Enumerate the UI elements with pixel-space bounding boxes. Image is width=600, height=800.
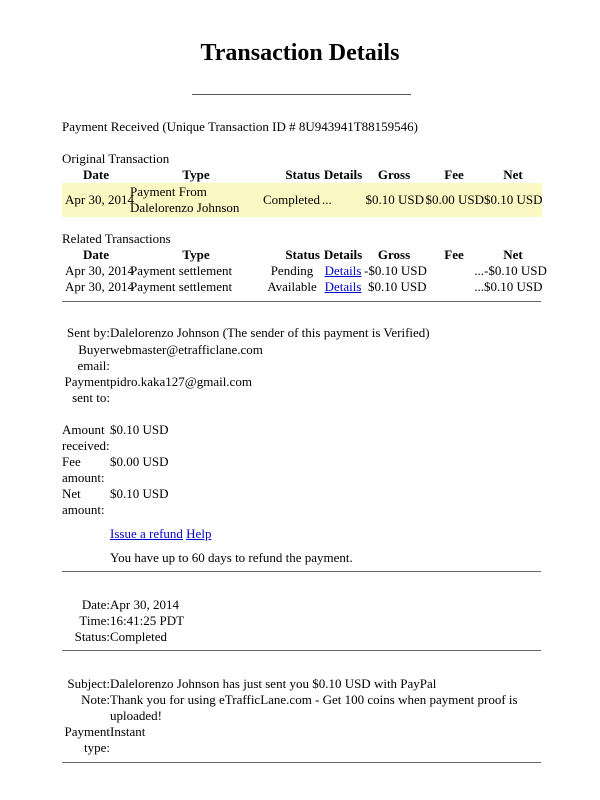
section-divider [62, 301, 541, 302]
col-header-net: Net [503, 167, 523, 182]
col-header-date: Date [83, 247, 109, 262]
buyer-email-value: webmaster@etrafficlane.com [110, 342, 263, 357]
note-value-line1: Thank you for using eTrafficLane.com - Get 100 coins when payment proof is [110, 692, 518, 707]
cell-date: Apr 30, 2014 [62, 183, 130, 217]
status-label: Status: [74, 629, 110, 644]
related-transactions-heading: Related Transactions [62, 231, 171, 246]
issue-refund-link[interactable]: Issue a refund [110, 526, 183, 541]
date-label: Date: [81, 597, 110, 612]
related-transactions-table [62, 247, 547, 295]
table-header-row [62, 167, 542, 183]
subject-label: Subject: [67, 676, 110, 691]
original-transaction-table [62, 167, 542, 217]
original-transaction-heading: Original Transaction [62, 151, 170, 166]
table-row [62, 279, 542, 295]
subject-value: Dalelorenzo Johnson has just sent you $0.10 USD with PayPal [110, 676, 437, 691]
help-link[interactable]: Help [186, 526, 212, 541]
fee-amount-value: $0.00 USD [110, 454, 169, 469]
payment-sent-to-label-line2: sent to: [72, 390, 110, 405]
transaction-summary: Payment Received (Unique Transaction ID # 8U943941T88159546) [62, 119, 419, 134]
payment-type-label-line1: Payment [64, 724, 110, 739]
col-header-details: Details [323, 167, 363, 182]
section-divider [62, 571, 541, 572]
date-value: Apr 30, 2014 [110, 597, 179, 612]
cell-details: ... [322, 183, 364, 217]
cell-type-line2: Dalelorenzo Johnson [130, 200, 240, 215]
details-link[interactable]: Details [324, 263, 362, 278]
table-row [62, 263, 542, 279]
cell-date: Apr 30, 2014 [65, 263, 134, 278]
buyer-email-label-line1: Buyer [78, 342, 110, 357]
buyer-email-label [62, 342, 110, 374]
payment-sent-to-value: pidro.kaka127@gmail.com [110, 374, 252, 389]
time-label: Time: [79, 613, 110, 628]
section-divider [62, 650, 541, 651]
payment-sent-to-label [62, 374, 110, 406]
payment-type-label [62, 724, 110, 756]
cell-date: Apr 30, 2014 [65, 279, 134, 294]
cell-details [322, 279, 364, 295]
cell-status: Pending [270, 263, 314, 278]
cell-fee: ... [474, 279, 484, 294]
col-header-type: Type [182, 247, 210, 262]
note-value [110, 692, 518, 724]
col-header-net: Net [503, 247, 523, 262]
fee-amount-label-line1: Fee [62, 454, 81, 469]
cell-status: Available [267, 279, 317, 294]
note-label: Note: [81, 692, 110, 707]
table-header-row [62, 247, 542, 263]
net-amount-label-line2: amount: [62, 502, 105, 517]
buyer-email-label-line2: email: [77, 358, 110, 373]
cell-type-line1: Payment From [130, 184, 207, 199]
refund-actions [110, 526, 211, 542]
amount-received-label-line2: received: [62, 438, 110, 453]
sent-by-label: Sent by: [67, 325, 110, 340]
sent-by-value: Dalelorenzo Johnson (The sender of this payment is Verified) [110, 325, 430, 340]
details-link[interactable]: Details [324, 279, 362, 294]
page-title: Transaction Details [200, 40, 400, 66]
refund-note: You have up to 60 days to refund the payment. [110, 550, 353, 565]
title-divider [192, 94, 411, 95]
payment-type-label-line2: type: [84, 740, 110, 755]
cell-net: $0.10 USD [484, 183, 542, 217]
net-amount-label [62, 486, 105, 518]
status-value: Completed [110, 629, 168, 644]
col-header-details: Details [323, 247, 363, 262]
amount-received-label [62, 422, 110, 454]
table-row [62, 183, 542, 217]
amount-received-label-line1: Amount [62, 422, 105, 437]
col-header-status: Status [285, 167, 320, 182]
cell-status: Completed [262, 183, 322, 217]
col-header-gross: Gross [377, 247, 411, 262]
col-header-gross: Gross [377, 167, 411, 182]
col-header-fee: Fee [444, 167, 464, 182]
col-header-status: Status [285, 247, 320, 262]
cell-gross: -$0.10 USD [364, 263, 427, 278]
cell-net: $0.10 USD [484, 279, 543, 294]
cell-fee: ... [474, 263, 484, 278]
fee-amount-label-line2: amount: [62, 470, 105, 485]
cell-net: -$0.10 USD [484, 263, 547, 278]
net-amount-label-line1: Net [62, 486, 81, 501]
time-value: 16:41:25 PDT [110, 613, 185, 628]
amount-received-value: $0.10 USD [110, 422, 169, 437]
cell-fee: $0.00 USD [424, 183, 484, 217]
cell-gross: $0.10 USD [364, 183, 424, 217]
net-amount-value: $0.10 USD [110, 486, 169, 501]
cell-type: Payment settlement [130, 263, 233, 278]
col-header-date: Date [83, 167, 109, 182]
col-header-fee: Fee [444, 247, 464, 262]
fee-amount-label [62, 454, 105, 486]
payment-sent-to-label-line1: Payment [64, 374, 110, 389]
cell-type: Payment settlement [130, 279, 233, 294]
cell-type [130, 183, 262, 217]
section-divider [62, 762, 541, 763]
col-header-type: Type [182, 167, 210, 182]
payment-type-value: Instant [110, 724, 146, 739]
cell-gross: $0.10 USD [368, 279, 427, 294]
cell-details [322, 263, 364, 279]
note-value-line2: uploaded! [110, 708, 162, 723]
